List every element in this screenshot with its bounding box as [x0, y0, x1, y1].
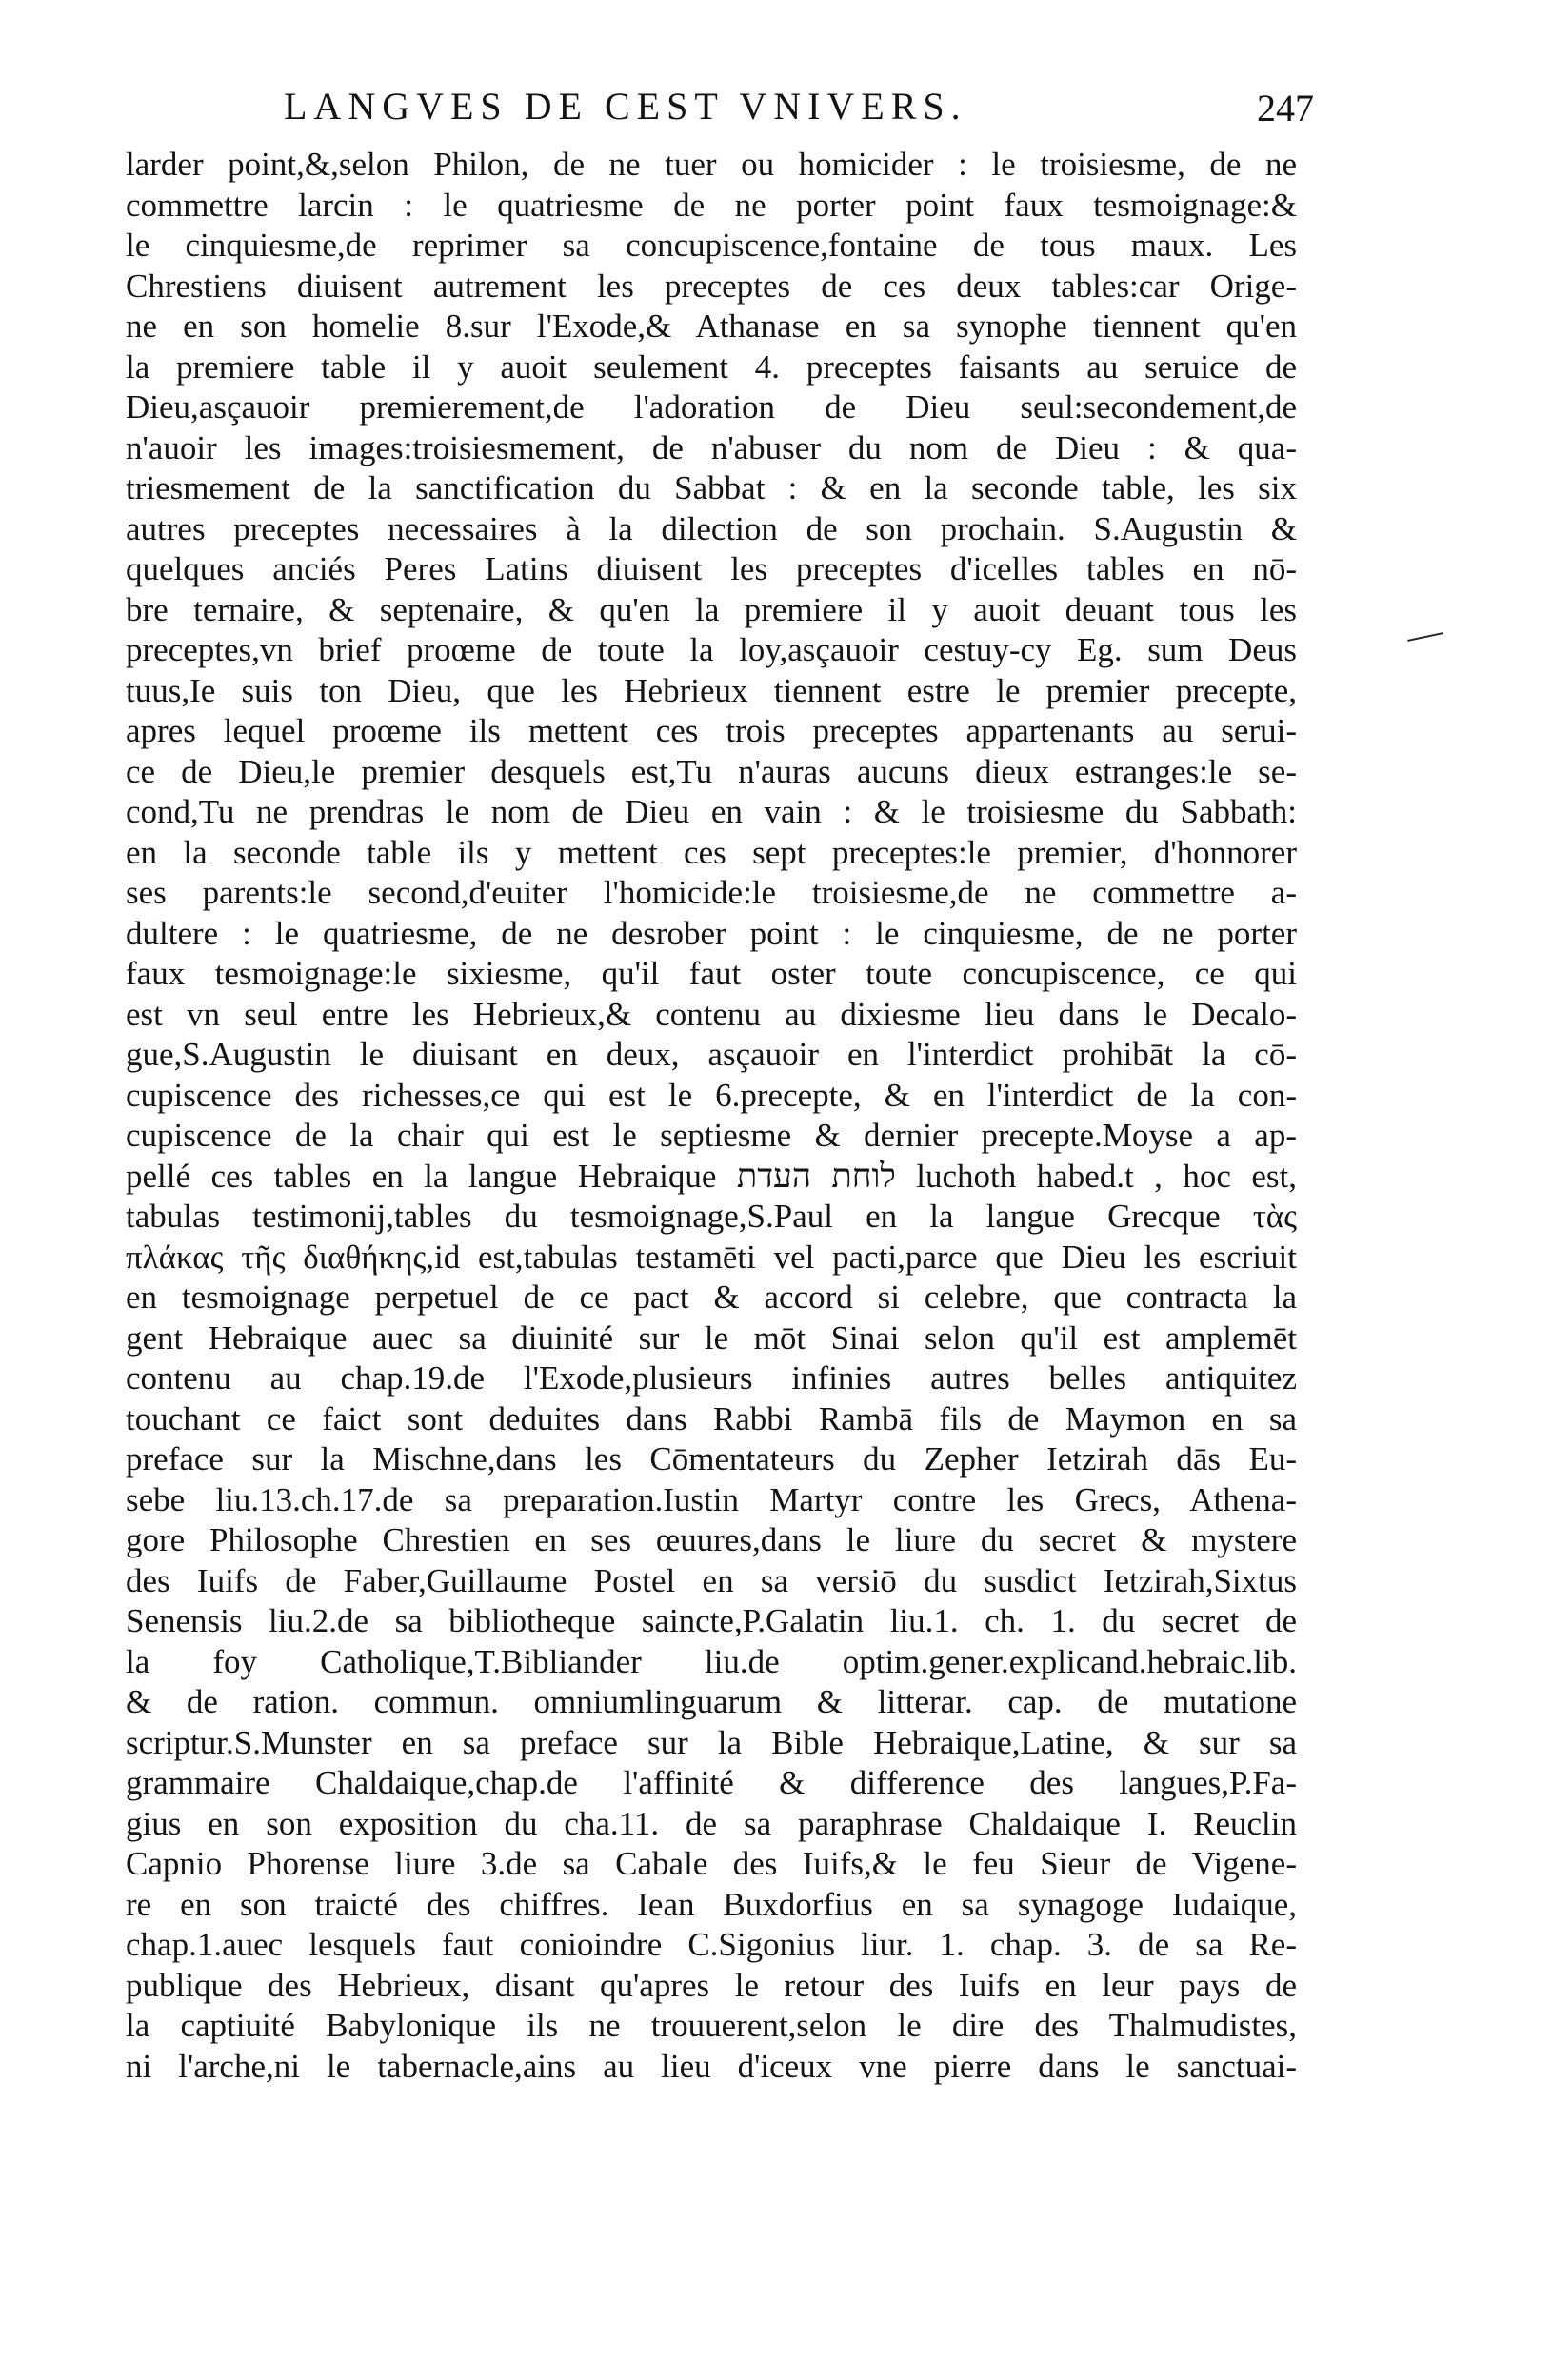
text-line: cupiscence des richesses,ce qui est le 6.precepte, & en l'interdict de la con-: [126, 1076, 1297, 1114]
text-line: dultere : le quatriesme, de ne desrober point : le cinquiesme, de ne porter: [126, 914, 1297, 952]
text-line: preface sur la Mischne,dans les Cōmentateurs du Zepher Ietzirah dās Eu-: [126, 1440, 1297, 1478]
text-line: cond,Tu ne prendras le nom de Dieu en vain : & le troisiesme du Sabbath:: [126, 793, 1297, 830]
margin-mark: [1407, 632, 1443, 642]
text-line: πλάκας τῆς διαθήκης,id est,tabulas testamēti vel pacti,parce que Dieu les escriuit: [126, 1238, 1297, 1276]
text-line: en la seconde table ils y mettent ces sept preceptes:le premier, d'honnorer: [126, 833, 1297, 871]
text-line: triesmement de la sanctification du Sabbat : & en la seconde table, les six: [126, 469, 1297, 506]
text-line: autres preceptes necessaires à la dilection de son prochain. S.Augustin &: [126, 509, 1297, 547]
text-line: n'auoir les images:troisiesmement, de n'abuser du nom de Dieu : & qua-: [126, 428, 1297, 466]
text-line: la foy Catholique,T.Bibliander liu.de optim.gener.explicand.hebraic.lib.: [126, 1642, 1297, 1680]
text-line: re en son traicté des chiffres. Iean Buxdorfius en sa synagoge Iudaique,: [126, 1885, 1297, 1923]
text-line: est vn seul entre les Hebrieux,& contenu au dixiesme lieu dans le Decalo-: [126, 995, 1297, 1033]
text-line: commettre larcin : le quatriesme de ne porter point faux tesmoignage:&: [126, 186, 1297, 224]
text-line: chap.1.auec lesquels faut conioindre C.Sigonius liur. 1. chap. 3. de sa Re-: [126, 1926, 1297, 1963]
text-line: tabulas testimonij,tables du tesmoignage,S.Paul en la langue Grecque τὰς: [126, 1198, 1297, 1235]
text-line: cupiscence de la chair qui est le septiesme & dernier precepte.Moyse a ap-: [126, 1117, 1297, 1154]
text-line: scriptur.S.Munster en sa preface sur la Bible Hebraique,Latine, & sur sa: [126, 1723, 1297, 1761]
text-line: gore Philosophe Chrestien en ses œuures,dans le liure du secret & mystere: [126, 1521, 1297, 1558]
text-line: grammaire Chaldaique,chap.de l'affinité & difference des langues,P.Fa-: [126, 1764, 1297, 1801]
text-line: Dieu,asçauoir premierement,de l'adoration de Dieu seul:secondement,de: [126, 388, 1297, 426]
page-header: [124, 85, 1314, 135]
text-line: sebe liu.13.ch.17.de sa preparation.Iustin Martyr contre les Grecs, Athena-: [126, 1480, 1297, 1518]
text-line: la premiere table il y auoit seulement 4. preceptes faisants au seruice de: [126, 347, 1297, 386]
text-line: ce de Dieu,le premier desquels est,Tu n'auras aucuns dieux estranges:le se-: [126, 752, 1297, 790]
text-line: larder point,&,selon Philon, de ne tuer ou homicider : le troisiesme, de ne: [126, 146, 1297, 183]
text-line: & de ration. commun. omniumlinguarum & litterar. cap. de mutatione: [126, 1683, 1297, 1720]
text-line: contenu au chap.19.de l'Exode,plusieurs infinies autres belles antiquitez: [126, 1359, 1297, 1397]
text-line: quelques anciés Peres Latins diuisent les preceptes d'icelles tables en nō-: [126, 550, 1297, 587]
text-line: bre ternaire, & septenaire, & qu'en la premiere il y auoit deuant tous les: [126, 590, 1297, 628]
text-line: apres lequel proœme ils mettent ces trois preceptes appartenants au serui-: [126, 712, 1297, 749]
text-line: faux tesmoignage:le sixiesme, qu'il faut oster toute concupiscence, ce qui: [126, 955, 1297, 992]
text-line: tuus,Ie suis ton Dieu, que les Hebrieux tiennent estre le premier precepte,: [126, 671, 1297, 709]
text-line: pellé ces tables en la langue Hebraique לוחת העדת luchoth habed.t , hoc est,: [126, 1157, 1297, 1195]
text-line: touchant ce faict sont deduites dans Rabbi Rambā fils de Maymon en sa: [126, 1399, 1297, 1438]
text-line: gius en son exposition du cha.11. de sa paraphrase Chaldaique I. Reuclin: [126, 1804, 1297, 1842]
text-line: la captiuité Babylonique ils ne trouuerent,selon le dire des Thalmudistes,: [126, 2007, 1297, 2044]
text-line: Chrestiens diuisent autrement les preceptes de ces deux tables:car Orige-: [126, 267, 1297, 305]
text-line: Senensis liu.2.de sa bibliotheque saincte,P.Galatin liu.1. ch. 1. du secret de: [126, 1602, 1297, 1639]
running-title: LANGVES DE CEST VNIVERS.: [284, 85, 967, 128]
text-line: le cinquiesme,de reprimer sa concupiscence,fontaine de tous maux. Les: [126, 227, 1297, 264]
text-line: des Iuifs de Faber,Guillaume Postel en sa versiō du susdict Ietzirah,Sixtus: [126, 1561, 1297, 1599]
text-line: ses parents:le second,d'euiter l'homicide:le troisiesme,de ne commettre a-: [126, 874, 1297, 911]
body-text: [126, 145, 1297, 2087]
text-line: ne en son homelie 8.sur l'Exode,& Athanase en sa synophe tiennent qu'en: [126, 307, 1297, 345]
text-line: gue,S.Augustin le diuisant en deux, asçauoir en l'interdict prohibāt la cō-: [126, 1036, 1297, 1073]
text-line: en tesmoignage perpetuel de ce pact & accord si celebre, que contracta la: [126, 1279, 1297, 1316]
text-line: gent Hebraique auec sa diuinité sur le mōt Sinai selon qu'il est amplemēt: [126, 1319, 1297, 1357]
text-line: preceptes,vn brief proœme de toute la loy,asçauoir cestuy-cy Eg. sum Deus: [126, 631, 1297, 668]
page-number: 247: [1257, 87, 1314, 129]
text-line: Capnio Phorense liure 3.de sa Cabale des Iuifs,& le feu Sieur de Vigene-: [126, 1845, 1297, 1882]
text-line: publique des Hebrieux, disant qu'apres le retour des Iuifs en leur pays de: [126, 1966, 1297, 2004]
text-line: ni l'arche,ni le tabernacle,ains au lieu d'iceux vne pierre dans le sanctuai-: [126, 2047, 1297, 2085]
